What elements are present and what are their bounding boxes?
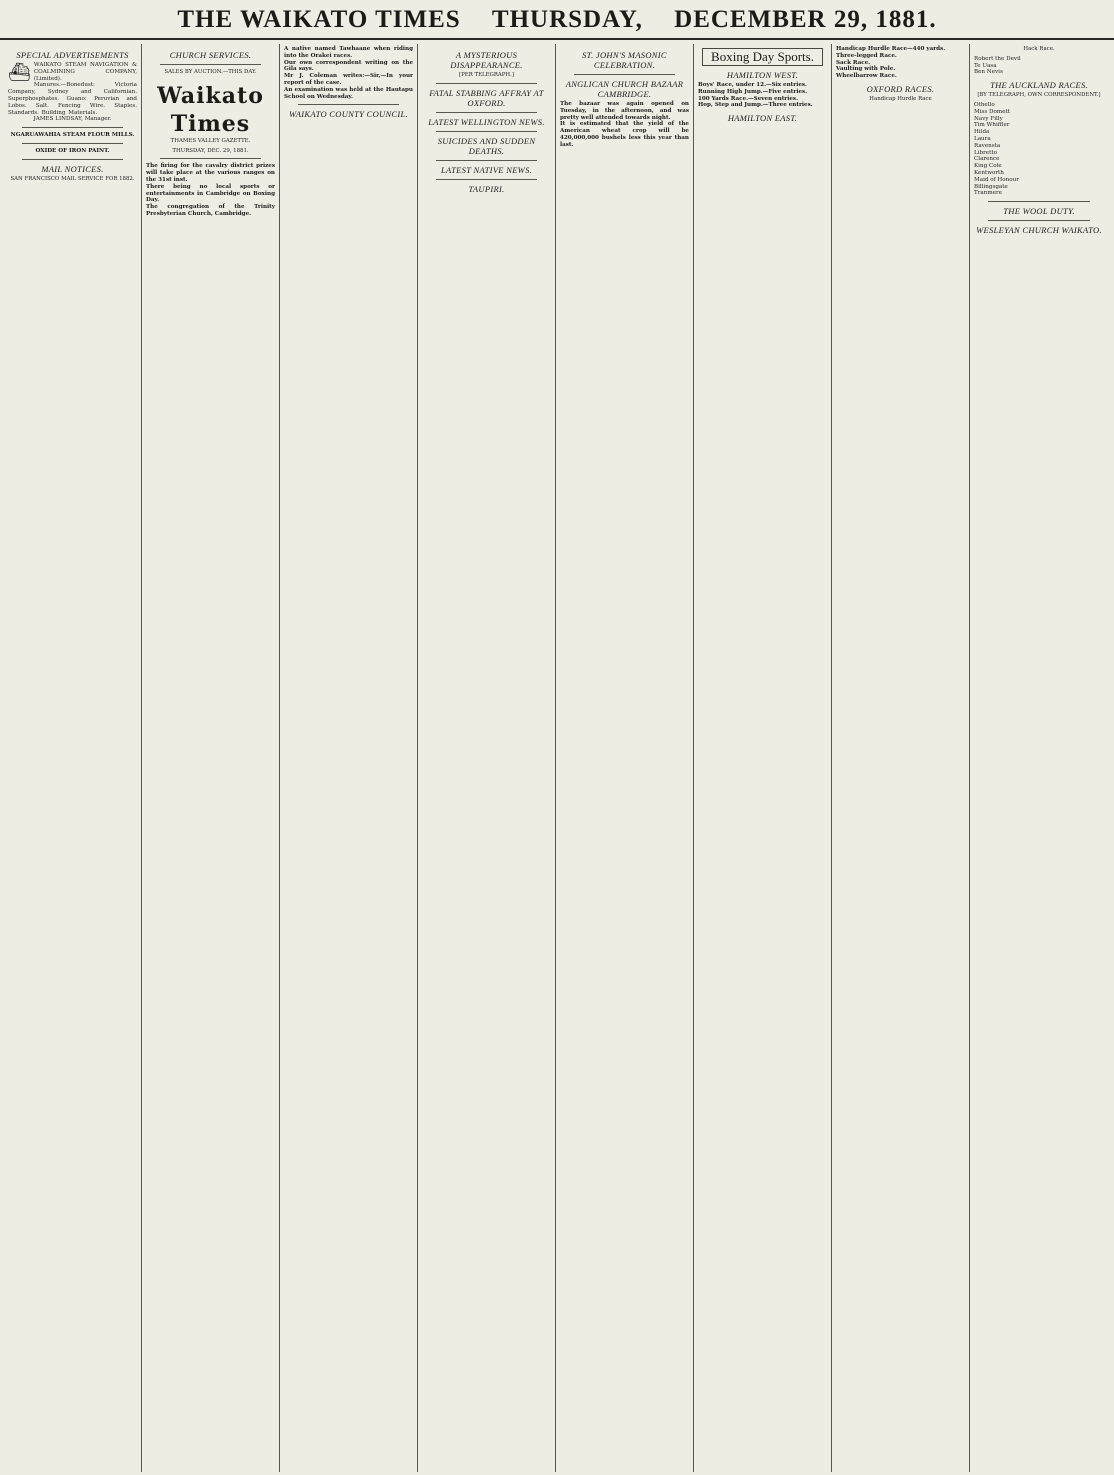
oxford-races-heading: OXFORD RACES. bbox=[866, 83, 935, 94]
cavalry-firing-note: The firing for the cavalry district prizes will take place at the various ranges on the 31st inst. bbox=[146, 163, 275, 183]
column-6 bbox=[694, 44, 832, 1472]
horse-entry: Te Uasa bbox=[974, 62, 997, 69]
newspaper-columns bbox=[4, 44, 1110, 1472]
divider bbox=[436, 131, 537, 132]
native-news-heading: LATEST NATIVE NEWS. bbox=[440, 164, 533, 175]
newspaper-title bbox=[0, 0, 1114, 40]
column-1 bbox=[4, 44, 142, 1472]
boxing-day-heading: Boxing Day Sports. bbox=[702, 48, 823, 66]
steamship-icon: ⛴ bbox=[8, 62, 31, 83]
column-2 bbox=[142, 44, 280, 1472]
auction-heading: SALES BY AUCTION.—THIS DAY. bbox=[164, 69, 257, 75]
horse-entry: Miss Domett bbox=[974, 108, 1010, 115]
horse-entry: Maid of Honour bbox=[974, 176, 1019, 183]
editorial-date: THURSDAY, DEC. 29, 1881. bbox=[172, 147, 249, 154]
auckland-races-heading: THE AUCKLAND RACES. bbox=[990, 80, 1088, 91]
horse-entry: Hilda bbox=[974, 129, 990, 136]
race-result: Hop, Step and Jump.—Three entries. bbox=[698, 102, 813, 109]
horse-entry: Billingsgate bbox=[974, 183, 1008, 190]
school-exam-note: An examination was held at the Hautapu School on Wednesday. bbox=[284, 86, 413, 100]
divider bbox=[160, 64, 261, 65]
telegraph-tag: [PER TELEGRAPH.] bbox=[459, 72, 514, 78]
divider bbox=[160, 158, 261, 159]
horse-entry: Ravensta bbox=[974, 142, 1001, 149]
disappearance-heading: A MYSTERIOUS DISAPPEARANCE. bbox=[450, 50, 523, 70]
event-entry: Sack Race. bbox=[836, 59, 871, 66]
column-8 bbox=[970, 44, 1108, 1472]
horse-entry: Ben Nevis bbox=[974, 69, 1003, 76]
waikato-times-nameplate: Waikato Times bbox=[157, 82, 264, 137]
masthead bbox=[0, 0, 1114, 40]
column-5 bbox=[556, 44, 694, 1472]
horse-entry: Kentworth bbox=[974, 169, 1004, 176]
local-sports-note: There being no local sports or entertainments in Cambridge on Boxing Day. bbox=[146, 183, 275, 204]
divider bbox=[298, 104, 399, 105]
race-result: Running High Jump.—Five entries. bbox=[698, 88, 808, 95]
agent-signature: JAMES LINDSAY, Manager. bbox=[33, 116, 112, 123]
horse-entry: King Cole bbox=[974, 163, 1002, 170]
horse-entry: Robert the Devil bbox=[974, 55, 1021, 62]
wool-duty-heading: THE WOOL DUTY. bbox=[1003, 206, 1075, 217]
bazaar-heading: ANGLICAN CHURCH BAZAAR CAMBRIDGE. bbox=[565, 79, 684, 99]
trinity-church-note: The congregation of the Trinity Presbyterian Church, Cambridge. bbox=[146, 204, 275, 217]
horse-entry: Clarence bbox=[974, 156, 1000, 163]
horse-entry: Othello bbox=[974, 101, 995, 108]
event-entry: Wheelbarrow Race. bbox=[836, 73, 897, 80]
wheat-crop-note: It is estimated that the yield of the American wheat crop will be 420,000,000 bushels less this year than last. bbox=[560, 121, 689, 148]
divider bbox=[988, 220, 1090, 221]
divider bbox=[22, 159, 123, 160]
divider bbox=[436, 83, 537, 84]
race-result: 100 Yards Race.—Seven entries. bbox=[698, 95, 799, 102]
county-council-heading: WAIKATO COUNTY COUNCIL. bbox=[289, 109, 408, 120]
hack-race-heading: Hack Race. bbox=[1023, 46, 1055, 52]
weekday: THURSDAY, bbox=[491, 6, 643, 33]
event-entry: Handicap Hurdle Race—440 yards. bbox=[836, 46, 946, 52]
manures-ad: Manures.—Bonedust: Victoria Company, Sydney and Californian. Superphosphates. Guano: Peruvian and Lobos. Salt. Fencing Wire. Staples. Standards. Building Materials. bbox=[8, 82, 137, 116]
gazette-title: THAMES VALLEY GAZETTE. bbox=[170, 137, 251, 144]
mail-service-heading: SAN FRANCISCO MAIL SERVICE FOR 1882. bbox=[10, 175, 135, 182]
event-entry: Three-legged Race. bbox=[836, 52, 897, 59]
coleman-letter: Mr J. Coleman writes:—Sir,—In your report of the case. bbox=[284, 73, 413, 86]
oxide-paint-ad: OXIDE OF IRON PAINT. bbox=[35, 147, 110, 154]
stabbing-heading: FATAL STABBING AFFRAY AT OXFORD. bbox=[429, 87, 544, 108]
column-4 bbox=[418, 44, 556, 1472]
divider bbox=[988, 201, 1090, 202]
race-result: Boys' Race, under 12.—Six entries. bbox=[698, 82, 807, 88]
column-7 bbox=[832, 44, 970, 1472]
divider bbox=[574, 74, 675, 75]
horse-entry: Tranmere bbox=[974, 190, 1002, 197]
horse-entry: Tim Whiffler bbox=[974, 122, 1010, 129]
divider bbox=[436, 179, 537, 180]
hurdle-race-heading: Handicap Hurdle Race bbox=[869, 95, 932, 102]
event-entry: Vaulting with Pole. bbox=[836, 66, 896, 73]
taupiri-heading: TAUPIRI. bbox=[468, 183, 505, 194]
flour-mill-ad: NGARUAWAHIA STEAM FLOUR MILLS. bbox=[10, 132, 135, 139]
masonic-heading: ST. JOHN'S MASONIC CELEBRATION. bbox=[582, 50, 667, 70]
column-3 bbox=[280, 44, 418, 1472]
mail-notices-heading: MAIL NOTICES. bbox=[41, 163, 104, 174]
special-ads-heading: SPECIAL ADVERTISEMENTS bbox=[16, 50, 129, 60]
horse-entry: Navy Filly bbox=[974, 115, 1003, 122]
divider bbox=[22, 143, 123, 144]
hamilton-west-heading: HAMILTON WEST. bbox=[726, 70, 799, 80]
correspondent-note: Our own correspondent writing on the Gila says. bbox=[284, 59, 413, 73]
divider bbox=[436, 112, 537, 113]
issue-date: DECEMBER 29, 1881. bbox=[674, 6, 937, 33]
suicides-heading: SUICIDES AND SUDDEN DEATHS. bbox=[437, 135, 536, 156]
divider bbox=[436, 160, 537, 161]
steam-company-ad: ⛴ WAIKATO STEAM NAVIGATION & COALMINING COMPANY, (Limited). bbox=[8, 62, 137, 83]
paper-name: THE WAIKATO TIMES bbox=[177, 6, 461, 33]
hamilton-east-heading: HAMILTON EAST. bbox=[727, 113, 798, 124]
telegraph-tag: [BY TELEGRAPH, OWN CORRESPONDENT.] bbox=[977, 92, 1101, 99]
church-services-heading: CHURCH SERVICES. bbox=[169, 50, 252, 60]
wesleyan-heading: WESLEYAN CHURCH WAIKATO. bbox=[976, 225, 1102, 236]
bazaar-note: The bazaar was again opened on Tuesday, in the afternoon, and was pretty well attended towards night. bbox=[560, 101, 689, 121]
wellington-news-heading: LATEST WELLINGTON NEWS. bbox=[428, 116, 545, 127]
divider bbox=[22, 127, 123, 128]
horse-entry: Libretto bbox=[974, 149, 997, 156]
horse-entry: Laura bbox=[974, 135, 991, 142]
native-rider-note: A native named Tawhaane when riding into the Orakei races. bbox=[284, 46, 413, 59]
